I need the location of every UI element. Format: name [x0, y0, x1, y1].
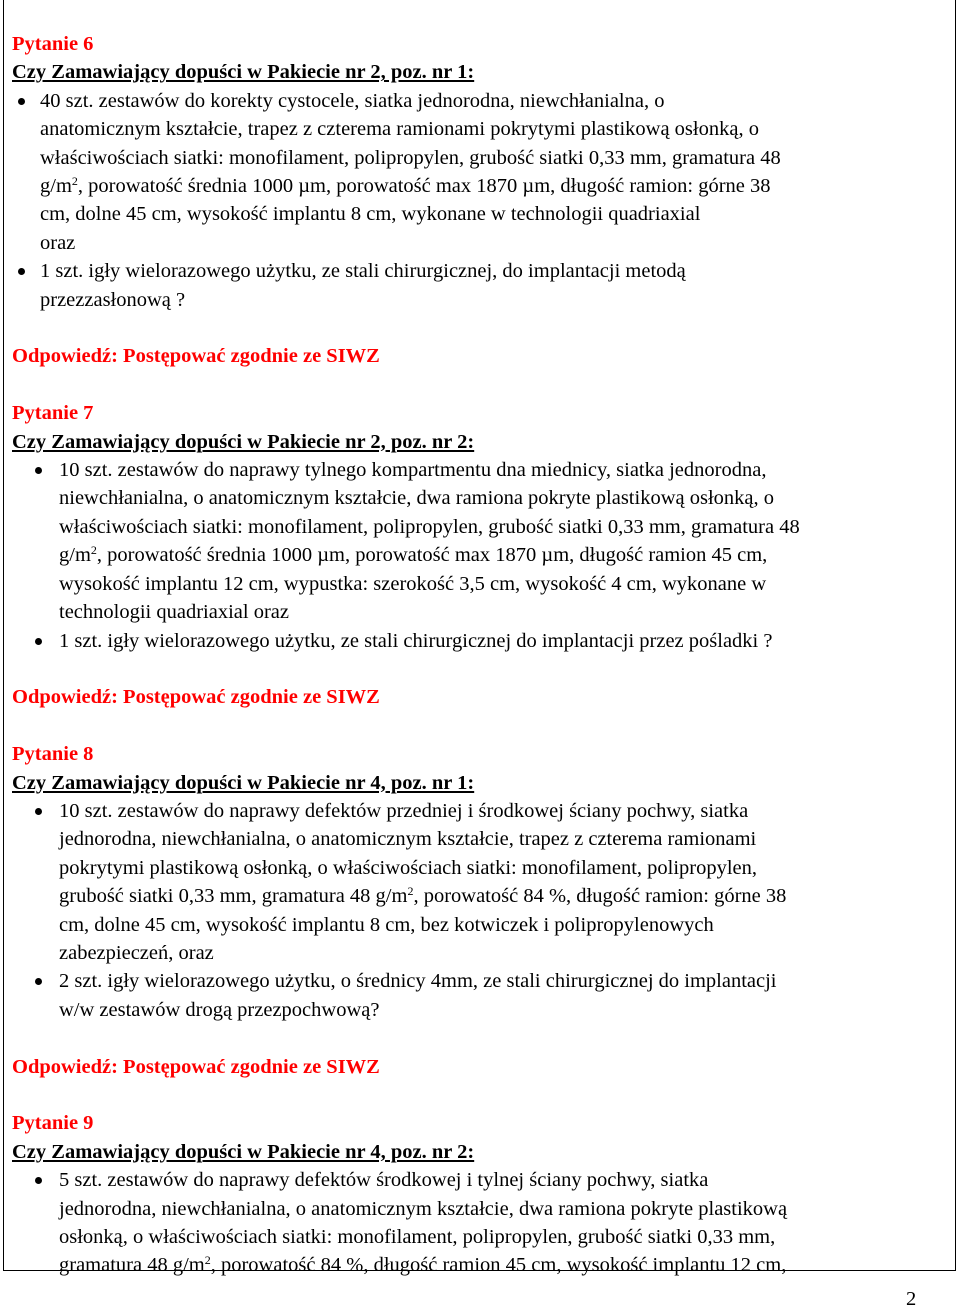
list-item-continuation: cm, dolne 45 cm, wysokość implantu 8 cm, bez kotwiczek i polipropylenowych: [59, 913, 714, 936]
bullet-icon: [35, 978, 42, 985]
list-item-continuation: właściwościach siatki: monofilament, polipropylen, grubość siatki 0,33 mm, gramatura 48: [40, 146, 781, 169]
list-item: 5 szt. zestawów do naprawy defektów środkowej i tylnej ściany pochwy, siatka: [12, 1166, 948, 1194]
bullet-icon: [35, 808, 42, 815]
list-item-continuation: gramatura 48 $g/m^2$, porowatość 84 %, długość ramion 45 cm, wysokość implantu 12 cm,: [59, 1253, 787, 1277]
question-8-title: Pytanie 8: [12, 743, 94, 766]
question-8-heading: Czy Zamawiający dopuści w Pakiecie nr 4, poz. nr 1:: [12, 771, 475, 794]
bullet-icon: [18, 98, 25, 105]
question-6-answer: Odpowiedź: Postępować zgodnie ze SIWZ: [12, 345, 380, 368]
list-item-continuation: jednorodna, niewchłanialna, o anatomicznym kształcie, dwa ramiona pokryte plastikową: [59, 1197, 788, 1220]
list-item-continuation: cm, dolne 45 cm, wysokość implantu 8 cm, wykonane w technologii quadriaxial: [40, 203, 701, 226]
question-6-heading: Czy Zamawiający dopuści w Pakiecie nr 2, poz. nr 1:: [12, 61, 475, 84]
list-item-continuation: osłonką, o właściwościach siatki: monofilament, polipropylen, grubość siatki 0,33 mm,: [59, 1225, 776, 1248]
list-item-continuation: oraz: [40, 231, 76, 254]
list-item-continuation: $g/m^2$, porowatość średnia 1000 µm, porowatość max 1870 µm, długość ramion 45 cm,: [59, 543, 768, 567]
list-item-continuation: grubość siatki 0,33 mm, gramatura 48 $g/m^2$, porowatość 84 %, długość ramion: górne 38: [59, 884, 787, 908]
list-item-continuation: technologii quadriaxial oraz: [59, 601, 289, 624]
list-item-continuation: w/w zestawów drogą przezpochwową?: [59, 998, 380, 1021]
list-item: 1 szt. igły wielorazowego użytku, ze stali chirurgicznej do implantacji przez pośladki ?: [12, 627, 948, 655]
question-7-answer: Odpowiedź: Postępować zgodnie ze SIWZ: [12, 686, 380, 709]
list-item: 2 szt. igły wielorazowego użytku, o średnicy 4mm, ze stali chirurgicznej do implantacji: [12, 967, 948, 995]
question-7-title: Pytanie 7: [12, 402, 94, 425]
page-number: 2: [906, 1288, 917, 1310]
question-6-title: Pytanie 6: [12, 33, 94, 55]
list-item: 40 szt. zestawów do korekty cystocele, siatka jednorodna, niewchłanialna, o: [12, 87, 948, 115]
list-item-continuation: zabezpieczeń, oraz: [59, 941, 214, 964]
list-item-continuation: anatomicznym kształcie, trapez z czterema ramionami pokrytymi plastikową osłonką, o: [40, 118, 759, 141]
bullet-icon: [18, 268, 25, 275]
list-item-continuation: wysokość implantu 12 cm, wypustka: szerokość 3,5 cm, wysokość 4 cm, wykonane w: [59, 572, 767, 595]
list-item-continuation: właściwościach siatki: monofilament, polipropylen, grubość siatki 0,33 mm, gramatura 48: [59, 515, 800, 538]
question-9-heading: Czy Zamawiający dopuści w Pakiecie nr 4, poz. nr 2:: [12, 1140, 475, 1163]
bullet-icon: [35, 467, 42, 474]
list-item: 10 szt. zestawów do naprawy defektów przedniej i środkowej ściany pochwy, siatka: [12, 797, 948, 825]
list-item-continuation: niewchłanialna, o anatomicznym kształcie, dwa ramiona pokryte plastikową osłonką, o: [59, 487, 774, 510]
bullet-icon: [35, 1177, 42, 1184]
question-8-answer: Odpowiedź: Postępować zgodnie ze SIWZ: [12, 1055, 380, 1078]
bullet-icon: [35, 638, 42, 645]
question-9-title: Pytanie 9: [12, 1112, 94, 1135]
list-item-continuation: $g/m^2$, porowatość średnia 1000 µm, porowatość max 1870 µm, długość ramion: górne 38: [40, 174, 771, 198]
list-item: 10 szt. zestawów do naprawy tylnego kompartmentu dna miednicy, siatka jednorodna,: [12, 456, 948, 484]
document-body: [12, 30, 948, 1280]
list-item: 1 szt. igły wielorazowego użytku, ze stali chirurgicznej, do implantacji metodą: [12, 257, 948, 285]
list-item-continuation: przezzasłonową ?: [40, 288, 186, 311]
question-7-heading: Czy Zamawiający dopuści w Pakiecie nr 2, poz. nr 2:: [12, 430, 475, 453]
list-item-continuation: pokrytymi plastikową osłonką, o właściwościach siatki: monofilament, polipropylen,: [59, 856, 758, 879]
list-item-continuation: jednorodna, niewchłanialna, o anatomicznym kształcie, trapez z czterema ramionami: [59, 828, 757, 851]
